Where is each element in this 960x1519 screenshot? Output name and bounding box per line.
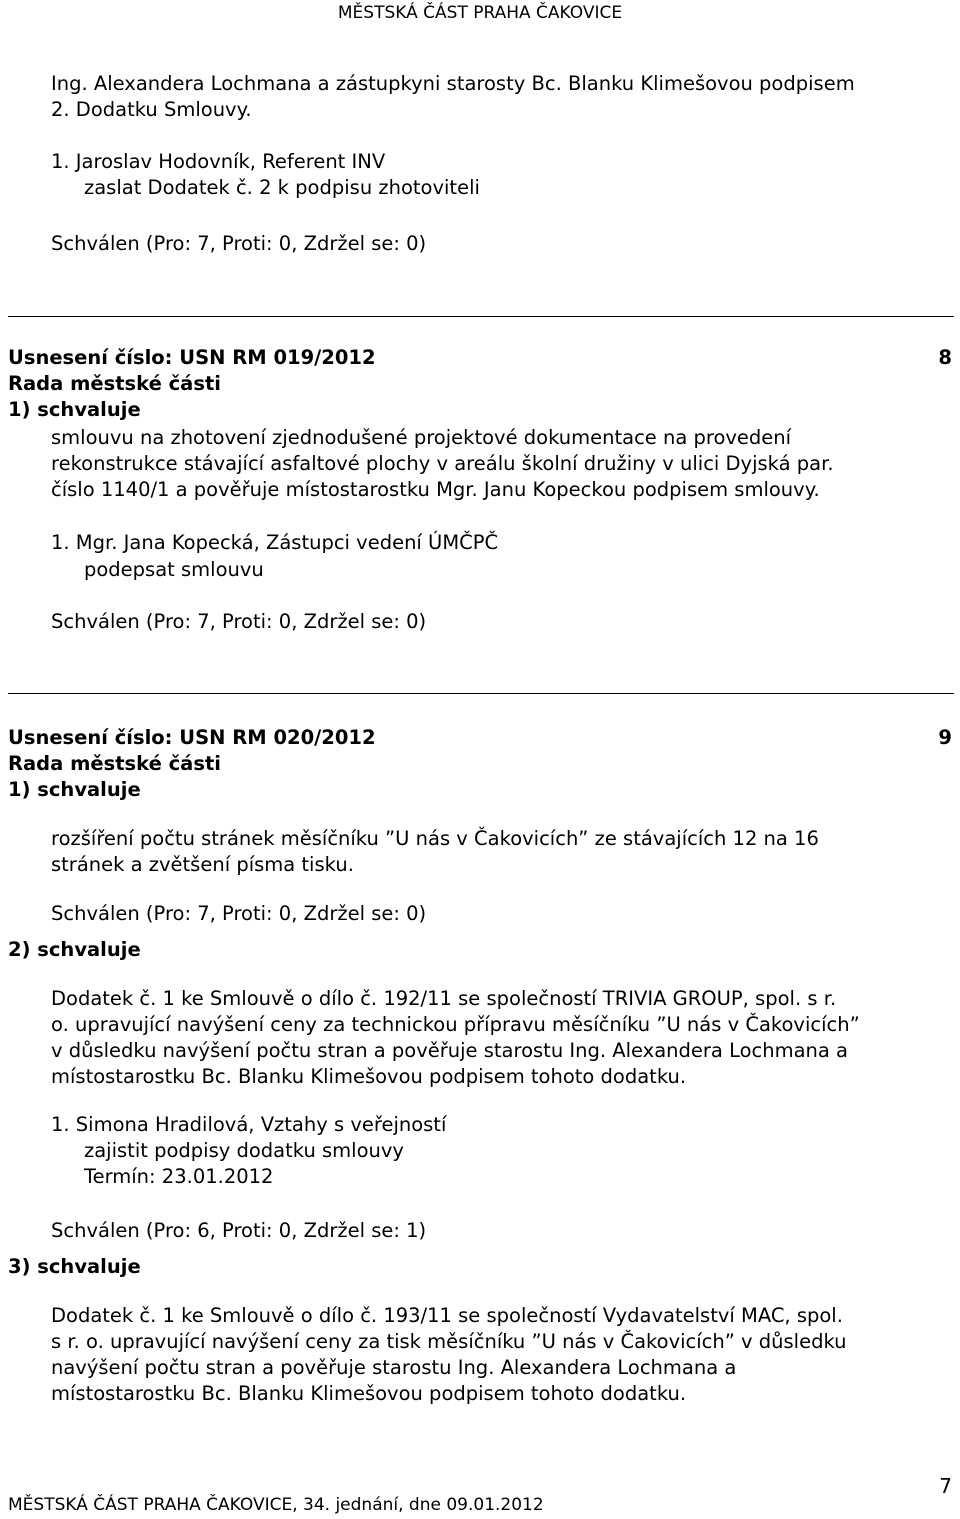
resolution-9-point-2-line: o. upravující navýšení ceny za technickou přípravu měsíčníku ”U nás v Čakovicích” bbox=[51, 1013, 860, 1036]
resolution-8-task-assignee: 1. Mgr. Jana Kopecká, Zástupci vedení ÚMČPČ bbox=[51, 531, 499, 554]
resolution-8-text-line: rekonstrukce stávající asfaltové plochy v areálu školní družiny v ulici Dyjská par. bbox=[51, 452, 834, 475]
resolution-9-point-2-task-action: zajistit podpisy dodatku smlouvy bbox=[84, 1139, 404, 1162]
resolution-9-point-1-line: stránek a zvětšení písma tisku. bbox=[51, 853, 354, 876]
resolution-8-task-action: podepsat smlouvu bbox=[84, 558, 264, 581]
resolution-8-body: Rada městské části bbox=[8, 372, 221, 395]
prev-task-action: zaslat Dodatek č. 2 k podpisu zhotoviteli bbox=[84, 176, 480, 199]
resolution-9-number: 9 bbox=[938, 726, 952, 749]
resolution-9-title: Usnesení číslo: USN RM 020/2012 bbox=[8, 726, 376, 749]
page-number: 7 bbox=[939, 1474, 952, 1498]
resolution-8-text-line: smlouvu na zhotovení zjednodušené projektové dokumentace na provedení bbox=[51, 426, 792, 449]
prev-line-1: Ing. Alexandera Lochmana a zástupkyni starosty Bc. Blanku Klimešovou podpisem bbox=[51, 72, 855, 95]
prev-task-assignee: 1. Jaroslav Hodovník, Referent INV bbox=[51, 150, 386, 173]
resolution-9-point-2-line: Dodatek č. 1 ke Smlouvě o dílo č. 192/11 se společností TRIVIA GROUP, spol. s r. bbox=[51, 987, 837, 1010]
resolution-9-body: Rada městské části bbox=[8, 752, 221, 775]
resolution-9-point-2-line: v důsledku navýšení počtu stran a pověřuje starostu Ing. Alexandera Lochmana a bbox=[51, 1039, 848, 1062]
resolution-9-point-3-line: místostarostku Bc. Blanku Klimešovou podpisem tohoto dodatku. bbox=[51, 1382, 687, 1405]
separator-1 bbox=[8, 316, 954, 317]
resolution-8-title: Usnesení číslo: USN RM 019/2012 bbox=[8, 346, 376, 369]
page-footer: MĚSTSKÁ ČÁST PRAHA ČAKOVICE, 34. jednání, dne 09.01.2012 bbox=[8, 1495, 544, 1515]
resolution-8-vote: Schválen (Pro: 7, Proti: 0, Zdržel se: 0) bbox=[51, 610, 427, 633]
resolution-9-point-3-line: navýšení počtu stran a pověřuje starostu Ing. Alexandera Lochmana a bbox=[51, 1356, 737, 1379]
resolution-9-point-2-label: 2) schvaluje bbox=[8, 938, 141, 961]
prev-line-2: 2. Dodatku Smlouvy. bbox=[51, 98, 252, 121]
resolution-9-point-3-label: 3) schvaluje bbox=[8, 1255, 141, 1278]
resolution-9-point-3-line: Dodatek č. 1 ke Smlouvě o dílo č. 193/11 se společností Vydavatelství MAC, spol. bbox=[51, 1304, 843, 1327]
resolution-9-point-3-line: s r. o. upravující navýšení ceny za tisk měsíčníku ”U nás v Čakovicích” v důsledku bbox=[51, 1330, 847, 1353]
prev-vote: Schválen (Pro: 7, Proti: 0, Zdržel se: 0) bbox=[51, 232, 427, 255]
resolution-8-number: 8 bbox=[938, 346, 952, 369]
resolution-8-text-line: číslo 1140/1 a pověřuje místostarostku Mgr. Janu Kopeckou podpisem smlouvy. bbox=[51, 478, 820, 501]
resolution-9-point-2-deadline: Termín: 23.01.2012 bbox=[84, 1165, 274, 1188]
resolution-8-point-1-label: 1) schvaluje bbox=[8, 398, 141, 421]
resolution-9-point-2-task-assignee: 1. Simona Hradilová, Vztahy s veřejností bbox=[51, 1113, 447, 1136]
separator-2 bbox=[8, 693, 954, 694]
resolution-9-point-1-line: rozšíření počtu stránek měsíčníku ”U nás v Čakovicích” ze stávajících 12 na 16 bbox=[51, 827, 819, 850]
resolution-9-point-1-vote: Schválen (Pro: 7, Proti: 0, Zdržel se: 0) bbox=[51, 902, 427, 925]
resolution-9-point-2-line: místostarostku Bc. Blanku Klimešovou podpisem tohoto dodatku. bbox=[51, 1065, 687, 1088]
resolution-9-point-1-label: 1) schvaluje bbox=[8, 778, 141, 801]
resolution-9-point-2-vote: Schválen (Pro: 6, Proti: 0, Zdržel se: 1) bbox=[51, 1219, 427, 1242]
page-header: MĚSTSKÁ ČÁST PRAHA ČAKOVICE bbox=[337, 3, 623, 23]
